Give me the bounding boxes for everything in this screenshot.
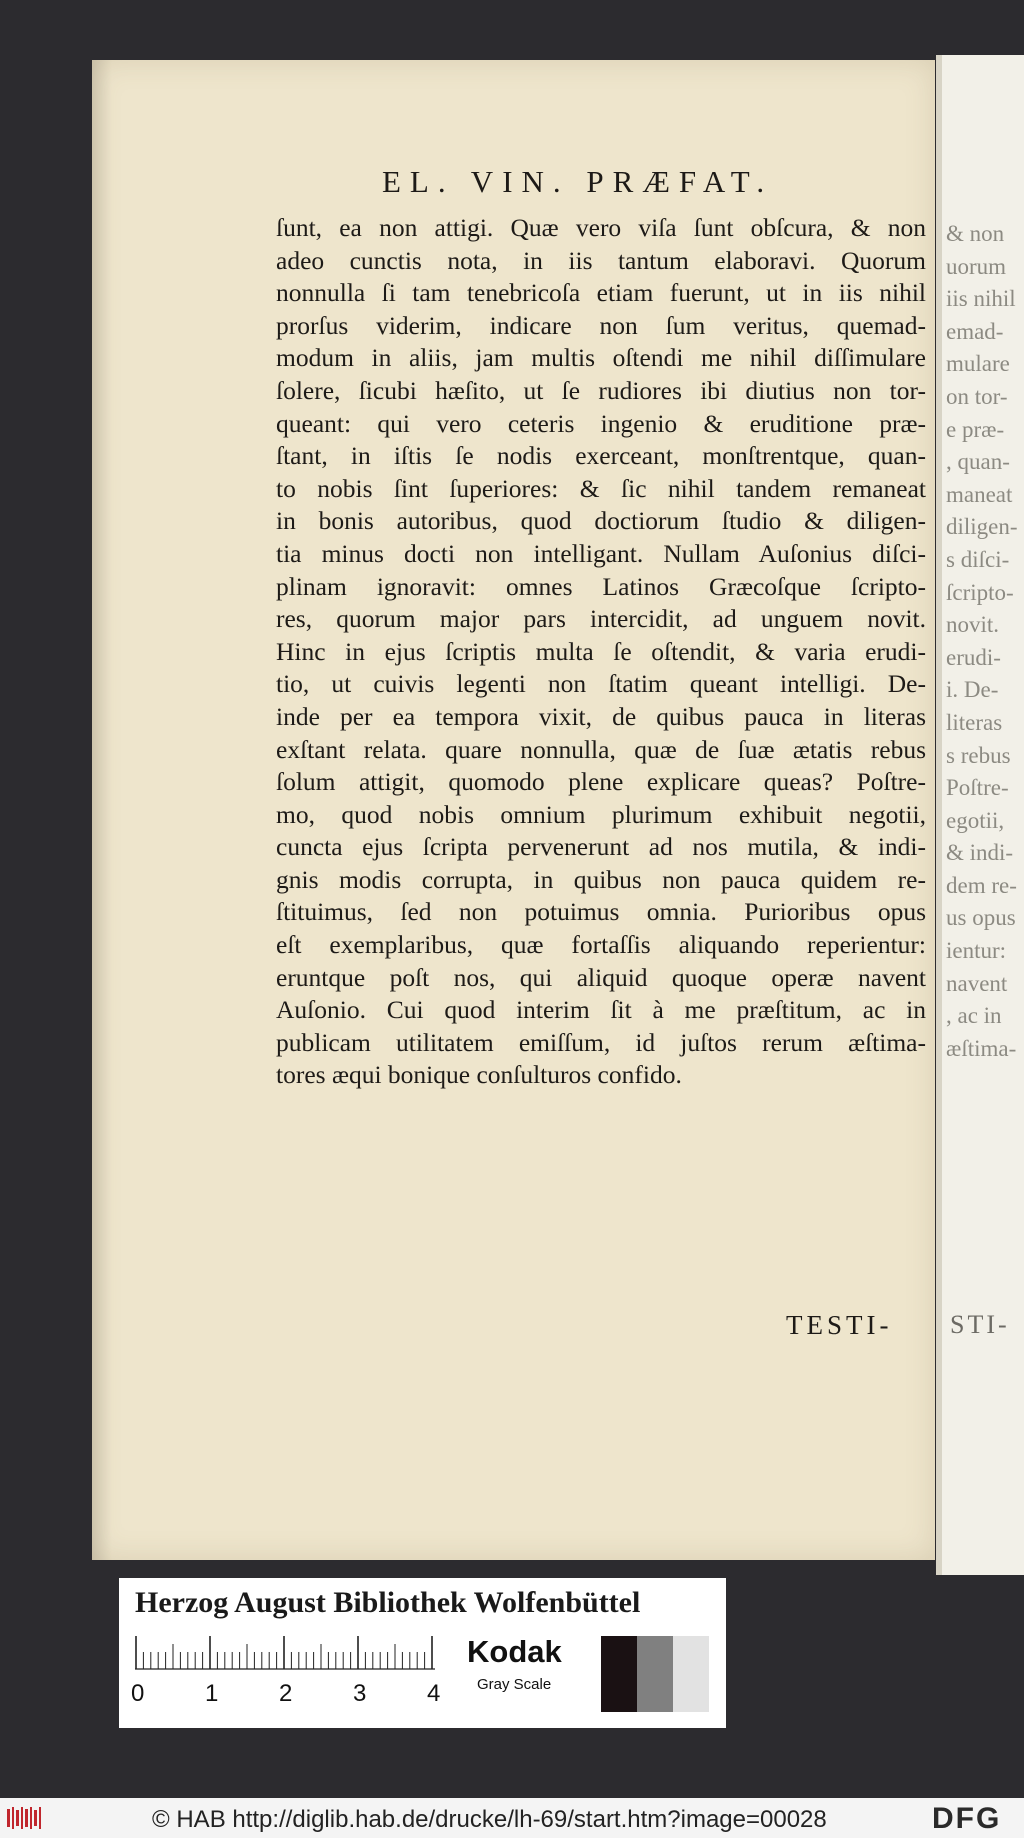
- facing-page-edge: [936, 55, 942, 1575]
- facing-text-fragment: & indi-: [946, 840, 1014, 866]
- facing-text-fragment: æſtima-: [946, 1035, 1017, 1061]
- facing-text-fragment: egotii,: [946, 807, 1005, 833]
- facing-text-fragment: navent: [946, 970, 1008, 996]
- catchword: TESTI-: [786, 1310, 893, 1340]
- text-line: tia minus docti non intelligant. Nullam Auſonius diſci-: [276, 538, 926, 568]
- facing-text-fragment: mulare: [946, 351, 1010, 377]
- facing-text-fragment: us opus: [946, 905, 1016, 931]
- facing-text-fragment: i. De-: [946, 677, 999, 703]
- facing-page-catchword: STI-: [950, 1310, 1010, 1339]
- ruler-number: 0: [131, 1680, 145, 1707]
- text-line: mo, quod nobis omnium plurimum exhibuit negotii,: [276, 799, 926, 829]
- kodak-logo: Kodak: [467, 1634, 562, 1669]
- text-line: plinam ignoravit: omnes Latinos Græcoſque ſcripto-: [276, 571, 926, 601]
- facing-text-fragment: s diſci-: [946, 546, 1010, 572]
- text-line: nonnulla ſi tam tenebricoſa etiam fuerunt, ut in iis nihil: [276, 278, 926, 308]
- hab-barcode-icon: [6, 1805, 46, 1831]
- text-line: exſtant relata. quare nonnulla, quæ de ſuæ ætatis rebus: [276, 734, 926, 764]
- ruler-number: 1: [205, 1680, 219, 1707]
- ruler-number: 4: [427, 1680, 441, 1707]
- gray-swatch-light: [673, 1636, 709, 1712]
- facing-text-fragment: emad-: [946, 318, 1004, 344]
- color-calibration-card: [119, 1578, 726, 1728]
- text-line: cuncta ejus ſcripta pervenerunt ad nos mutila, & indi-: [276, 832, 926, 862]
- facing-text-fragment: novit.: [946, 612, 1000, 638]
- ruler-number: 3: [353, 1680, 367, 1707]
- facing-text-fragment: literas: [946, 709, 1003, 735]
- text-line: prorſus viderim, indicare non ſum veritus, quemad-: [276, 310, 926, 340]
- running-head: EL. VIN. PRÆFAT.: [382, 164, 774, 199]
- text-line: modum in aliis, jam multis oſtendi me nihil diſſimulare: [276, 343, 926, 373]
- ruler-number: 2: [279, 1680, 293, 1707]
- text-line: ſolere, ſicubi hæſito, ut ſe rudiores ibi diutius non tor-: [276, 375, 926, 405]
- gray-swatch-mid: [637, 1636, 673, 1712]
- gray-swatch-dark: [601, 1636, 637, 1712]
- facing-text-fragment: iis nihil: [946, 286, 1016, 312]
- facing-text-fragment: dem re-: [946, 872, 1017, 898]
- facing-text-fragment: diligen-: [946, 514, 1018, 540]
- text-line: adeo cunctis nota, in iis tantum elaboravi. Quorum: [276, 245, 926, 275]
- facing-text-fragment: on tor-: [946, 383, 1008, 409]
- library-name: Herzog August Bibliothek Wolfenbüttel: [135, 1586, 641, 1619]
- facing-text-fragment: ſcripto-: [946, 579, 1014, 605]
- text-line: ſtant, in iſtis ſe nodis exerceant, monſtrentque, quan-: [276, 441, 926, 471]
- text-line: eſt exemplaribus, quæ fortaſſis aliquando reperientur:: [276, 930, 926, 960]
- facing-text-fragment: Poſtre-: [946, 775, 1009, 801]
- body-text: [276, 212, 926, 1092]
- facing-text-fragment: maneat: [946, 481, 1013, 507]
- footer-bar: [0, 1798, 1024, 1838]
- dfg-logo: DFG: [932, 1802, 1002, 1835]
- text-line: res, quorum major pars intercidit, ad unguem novit.: [276, 604, 926, 634]
- facing-text-fragment: , quan-: [946, 449, 1010, 475]
- text-line: in bonis autoribus, quod doctiorum ſtudio & diligen-: [276, 506, 926, 536]
- text-line: eruntque poſt nos, qui aliquid quoque operæ navent: [276, 962, 926, 992]
- facing-text-fragment: s rebus: [946, 742, 1011, 768]
- ruler-numbers: [131, 1680, 491, 1710]
- text-line: inde per ea tempora vixit, de quibus pauca in literas: [276, 701, 926, 731]
- text-line: ſunt, ea non attigi. Quæ vero viſa ſunt obſcura, & non: [276, 213, 926, 242]
- facing-text-fragment: e præ-: [946, 416, 1005, 442]
- text-line: to nobis ſint ſuperiores: & ſic nihil tandem remaneat: [276, 473, 926, 503]
- text-line: tores æqui bonique conſulturos confido.: [276, 1060, 682, 1090]
- footer-url[interactable]: © HAB http://diglib.hab.de/drucke/lh-69/start.htm?image=00028: [152, 1806, 827, 1833]
- facing-page-text: [946, 218, 1024, 1065]
- facing-text-fragment: & non: [946, 221, 1005, 246]
- facing-text-fragment: erudi-: [946, 644, 1001, 670]
- scale-ruler: [135, 1634, 455, 1670]
- facing-text-fragment: ientur:: [946, 938, 1007, 964]
- text-line: gnis modis corrupta, in quibus non pauca quidem re-: [276, 864, 926, 894]
- facing-text-fragment: , ac in: [946, 1003, 1002, 1029]
- page-gutter-shadow: [92, 60, 112, 1560]
- facing-text-fragment: uorum: [946, 253, 1007, 279]
- text-line: Auſonio. Cui quod interim ſit à me præſtitum, ac in: [276, 995, 926, 1025]
- text-line: tio, ut cuivis legenti non ſtatim queant intelligi. De-: [276, 669, 926, 699]
- text-line: ſtituimus, ſed non potuimus omnia. Purioribus opus: [276, 897, 926, 927]
- text-line: publicam utilitatem emiſſum, id juſtos rerum æſtima-: [276, 1027, 926, 1057]
- gray-scale-label: Gray Scale: [477, 1676, 552, 1693]
- text-line: Hinc in ejus ſcriptis multa ſe oſtendit, & varia erudi-: [276, 636, 926, 666]
- text-line: queant: qui vero ceteris ingenio & eruditione præ-: [276, 408, 926, 438]
- text-line: ſolum attigit, quomodo plene explicare queas? Poſtre-: [276, 767, 926, 797]
